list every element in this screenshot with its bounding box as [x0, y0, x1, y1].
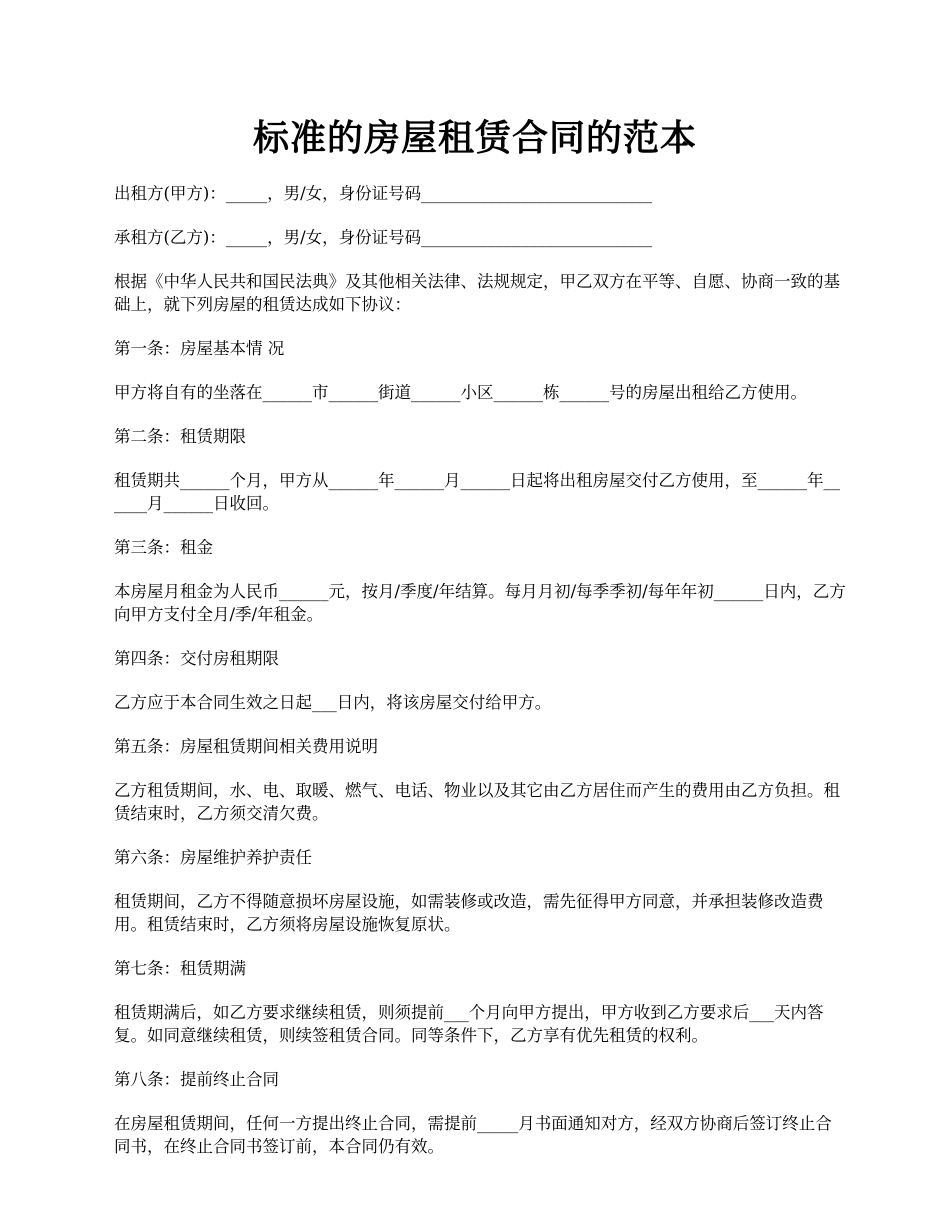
document-body [114, 182, 846, 1179]
article-3-heading: 第三条：租金 [114, 538, 213, 557]
article-4-body: 乙方应于本合同生效之日起___日内，将该房屋交付给甲方。 [114, 693, 552, 712]
article-5-heading: 第五条：房屋租赁期间相关费用说明 [114, 737, 378, 756]
article-7-body: 租赁期满后，如乙方要求继续租赁，则须提前___个月向甲方提出，甲方收到乙方要求后___天内答复。如同意继续租赁，则续签租赁合同。同等条件下，乙方享有优先租赁的权利。 [114, 1003, 824, 1045]
article-8-body: 在房屋租赁期间，任何一方提出终止合同，需提前_____月书面通知对方，经双方协商后签订终止合同书，在终止合同书签订前，本合同仍有效。 [114, 1114, 832, 1156]
article-7-heading: 第七条：租赁期满 [114, 959, 246, 978]
document-title: 标准的房屋租赁合同的范本 [252, 117, 697, 159]
article-5-body: 乙方租赁期间，水、电、取暖、燃气、电话、物业以及其它由乙方居住而产生的费用由乙方负担。租赁结束时，乙方须交清欠费。 [114, 781, 840, 823]
article-8-heading: 第八条：提前终止合同 [114, 1070, 279, 1089]
article-4-heading: 第四条：交付房租期限 [114, 649, 279, 668]
preamble-paragraph: 根据《中华人民共和国民法典》及其他相关法律、法规规定，甲乙双方在平等、自愿、协商一致的基础上，就下列房屋的租赁达成如下协议： [114, 272, 840, 314]
article-2-heading: 第二条：租赁期限 [114, 427, 246, 446]
article-1-body: 甲方将自有的坐落在______市______街道______小区______栋______号的房屋出租给乙方使用。 [114, 383, 807, 402]
article-2-body: 租赁期共______个月，甲方从______年______月______日起将出租房屋交付乙方使用，至______年______月______日收回。 [114, 471, 840, 513]
lessee-line: 承租方(乙方)：_____，男/女，身份证号码____________________________ [114, 228, 653, 247]
article-3-body: 本房屋月租金为人民币______元，按月/季度/年结算。每月月初/每季季初/每年年初______日内，乙方向甲方支付全月/季/年租金。 [114, 582, 846, 624]
article-1-heading: 第一条：房屋基本情 况 [114, 339, 285, 358]
article-6-heading: 第六条：房屋维护养护责任 [114, 848, 312, 867]
lessor-line: 出租方(甲方)：_____，男/女，身份证号码____________________________ [114, 184, 653, 203]
article-6-body: 租赁期间，乙方不得随意损坏房屋设施，如需装修或改造，需先征得甲方同意，并承担装修改造费用。租赁结束时，乙方须将房屋设施恢复原状。 [114, 892, 824, 934]
